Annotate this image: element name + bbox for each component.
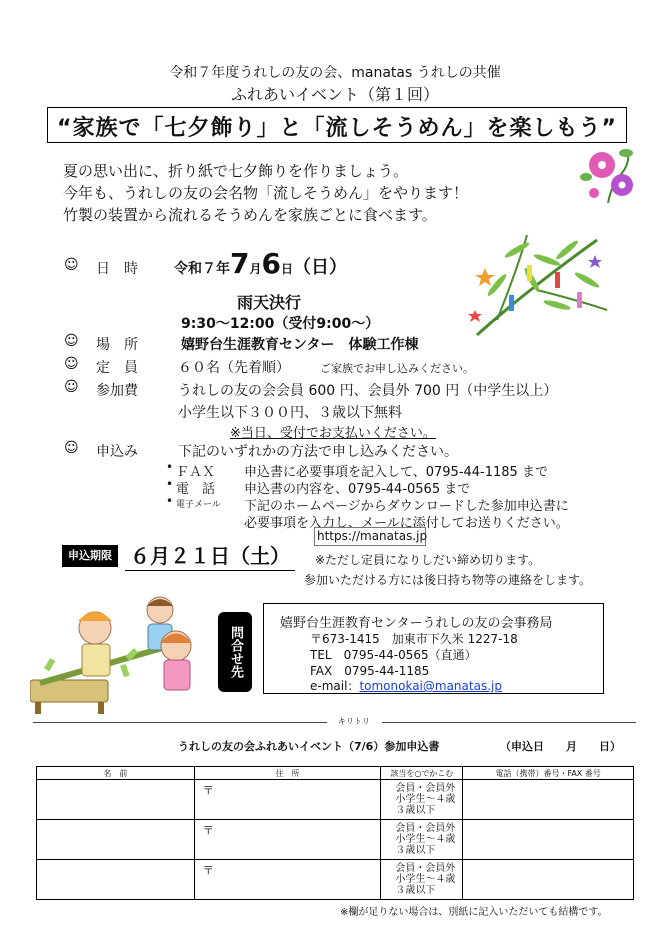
fee-note: ※当日、受付でお支払いください。 (230, 426, 436, 441)
bullet-icon: • (166, 494, 174, 508)
option-infant[interactable]: ３歳以下 (395, 845, 436, 856)
col-header-phone: 電話（携帯）番号・FAX 番号 (463, 767, 634, 780)
smiley-icon-fee: ☺ (64, 379, 79, 395)
capacity-value: ６０名（先着順） (178, 360, 290, 376)
title-box (47, 107, 627, 143)
form-date-field: （申込日 月 日） (500, 740, 621, 753)
date-label: 日 時 (96, 261, 138, 277)
postal-mark: 〒 (202, 864, 214, 877)
category-cell[interactable] (381, 820, 463, 860)
option-member[interactable]: 会員・会員外 (395, 783, 456, 794)
deadline-note-2: 参加いただける方には後日持ち物等の連絡をします。 (304, 573, 592, 587)
event-date (174, 247, 347, 280)
category-options (381, 820, 462, 856)
date-day-unit: 日 (280, 262, 293, 276)
table-row (37, 780, 634, 820)
category-cell[interactable] (381, 780, 463, 820)
event-name: ふれあいイベント（第１回） (230, 85, 439, 104)
table-header-row (37, 767, 634, 780)
option-infant[interactable]: ３歳以下 (395, 885, 436, 896)
office-name: 嬉野台生涯教育センターうれしの友の会事務局 (280, 616, 553, 631)
category-options (381, 780, 462, 816)
table-row (37, 820, 634, 860)
phone-cell[interactable] (463, 780, 634, 820)
col-header-name: 名 前 (37, 767, 195, 780)
office-fax: FAX 0795-44-1185 (310, 664, 430, 678)
method-fax-label: ＦＡＸ (176, 465, 216, 480)
smiley-icon-date: ☺ (64, 257, 79, 273)
fee-line-2: 小学生以下３００円、３歳以下無料 (178, 405, 402, 421)
email-link[interactable]: tomonokai@manatas.jp (359, 679, 502, 693)
option-child[interactable]: 小学生〜４歳 (395, 874, 456, 885)
event-time: 9:30〜12:00（受付9:00〜） (181, 316, 380, 332)
method-email-text: 下記のホームページからダウンロードした参加申込書に (244, 499, 569, 514)
option-child[interactable]: 小学生〜４歳 (395, 794, 456, 805)
children-illustration (30, 588, 210, 716)
date-weekday: （日） (293, 257, 347, 278)
col-header-address: 住 所 (194, 767, 381, 780)
capacity-note: ご家族でお申し込みください。 (320, 362, 474, 375)
capacity-label: 定 員 (96, 360, 138, 376)
category-options (381, 860, 462, 896)
date-month: 7 (230, 247, 250, 280)
organizer-line: 令和７年度うれしの友の会、manatas うれしの共催 (169, 65, 501, 81)
place-label: 場 所 (96, 337, 138, 353)
cut-line-left (33, 722, 327, 723)
apply-intro: 下記のいずれかの方法で申し込みください。 (178, 444, 458, 460)
office-tel: TEL 0795-44-0565（直通） (310, 648, 477, 662)
address-cell[interactable] (194, 860, 381, 900)
method-email-label: 電子メール (176, 500, 221, 510)
fee-line-1: うれしの友の会会員 600 円、会員外 700 円（中学生以上） (178, 383, 558, 399)
event-title: “家族で「七夕飾り」と「流しそうめん」を楽しもう” (57, 116, 617, 141)
intro-line-2: 今年も、うれしの友の会名物「流しそうめん」をやります！ (63, 184, 469, 202)
date-day: 6 (261, 247, 281, 280)
bamboo-tanabata-illustration (457, 230, 612, 340)
bullet-icon: • (166, 477, 174, 491)
category-cell[interactable] (381, 860, 463, 900)
deadline-date: ６月２１日（土） (130, 544, 290, 568)
deadline-underline (125, 570, 295, 571)
col-header-category: 該当を○でかこむ (381, 767, 463, 780)
option-child[interactable]: 小学生〜４歳 (395, 834, 456, 845)
fee-label: 参加費 (96, 383, 138, 399)
smiley-icon-place: ☺ (64, 333, 79, 349)
application-form-table (36, 766, 634, 900)
postal-mark: 〒 (202, 784, 214, 797)
option-member[interactable]: 会員・会員外 (395, 863, 456, 874)
deadline-note-1: ※ただし定員になりしだい締め切ります。 (315, 553, 541, 567)
option-member[interactable]: 会員・会員外 (395, 823, 456, 834)
office-address: 〒673-1415 加東市下久米 1227-18 (310, 632, 518, 646)
phone-cell[interactable] (463, 820, 634, 860)
address-cell[interactable] (194, 780, 381, 820)
apply-label: 申込み (96, 444, 138, 460)
postal-mark: 〒 (202, 824, 214, 837)
table-row (37, 860, 634, 900)
bullet-icon: • (166, 460, 174, 474)
option-infant[interactable]: ３歳以下 (395, 805, 436, 816)
email-label: e-mail： (310, 679, 360, 693)
form-footnote: ※欄が足りない場合は、別紙に記入いただいても結構です。 (340, 907, 608, 918)
address-cell[interactable] (194, 820, 381, 860)
method-phone-text: 申込書の内容を、0795-44-0565 まで (244, 482, 471, 497)
morning-glory-illustration (578, 143, 640, 203)
smiley-icon-apply: ☺ (64, 440, 79, 456)
form-title: うれしの友の会ふれあいイベント（7/6）参加申込書 (178, 740, 440, 753)
intro-line-1: 夏の思い出に、折り紙で七夕飾りを作りましょう。 (63, 162, 409, 180)
cut-line-right (382, 722, 636, 723)
intro-line-3: 竹製の装置から流れるそうめんを家族ごとに食べます。 (63, 206, 437, 224)
method-email-text-2: 必要事項を入力し、メールに添付してお送りください。 (244, 516, 569, 531)
method-phone-label: 電 話 (176, 482, 216, 497)
name-cell[interactable] (37, 820, 195, 860)
cut-label: キリトリ (338, 717, 370, 726)
name-cell[interactable] (37, 860, 195, 900)
inquiry-tab: 問合せ先 (218, 612, 252, 692)
office-contact-box (263, 603, 604, 694)
date-month-unit: 月 (249, 262, 262, 276)
name-cell[interactable] (37, 780, 195, 820)
deadline-badge: 申込期限 (62, 545, 118, 567)
date-era: 令和７年 (174, 261, 230, 277)
smiley-icon-capacity: ☺ (64, 356, 79, 372)
method-fax-text: 申込書に必要事項を記入して、0795-44-1185 まで (244, 465, 548, 480)
office-email (310, 677, 502, 694)
website-url[interactable]: https://manatas.jp (314, 527, 426, 546)
phone-cell[interactable] (463, 860, 634, 900)
rain-note: 雨天決行 (237, 293, 302, 312)
place-value: 嬉野台生涯教育センター 体験工作棟 (181, 337, 419, 353)
